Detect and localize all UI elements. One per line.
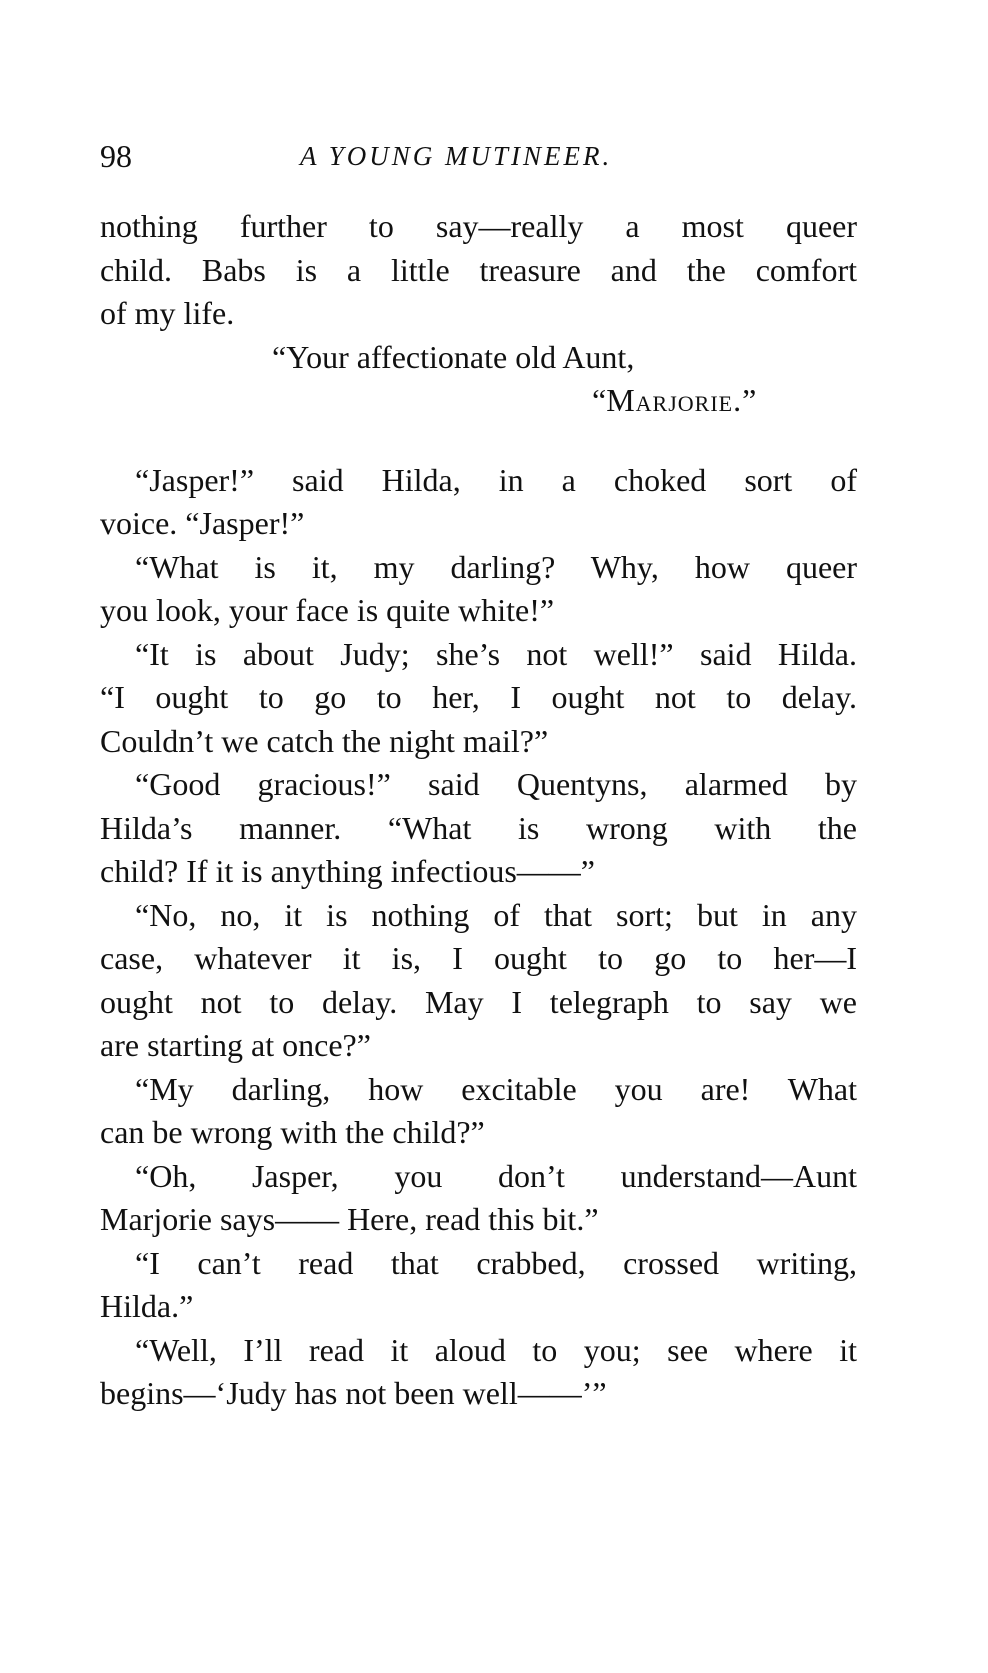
quote-close: ” <box>742 382 757 418</box>
letter-ending <box>100 205 857 336</box>
paragraph <box>100 546 857 633</box>
text-line: “Good gracious!” said Quentyns, alarmed by <box>135 766 857 802</box>
text-line: Hilda.” <box>100 1288 194 1324</box>
text-line: child. Babs is a little treasure and the comfort <box>100 251 857 288</box>
signature-name: Marjorie. <box>606 382 743 418</box>
text-line: “Jasper!” said Hilda, in a choked sort of <box>135 461 857 498</box>
paragraph <box>100 459 857 546</box>
running-head <box>100 134 860 178</box>
text-line: Hilda’s manner. “What is wrong with the <box>100 809 857 846</box>
text-line: begins—‘Judy has not been well——’” <box>100 1375 607 1411</box>
text-line: of my life. <box>100 295 235 331</box>
paragraph <box>100 633 857 764</box>
text-line: “No, no, it is nothing of that sort; but in any <box>135 896 857 933</box>
letter-signature <box>100 379 857 423</box>
paragraph <box>100 894 857 1068</box>
letter-closing: “Your affectionate old Aunt, <box>272 338 635 375</box>
paragraph <box>100 1329 857 1416</box>
text-line: ought not to delay. May I telegraph to say we <box>100 983 857 1020</box>
body-text <box>100 205 857 1416</box>
text-line: “My darling, how excitable you are! What <box>135 1070 857 1107</box>
text-line: Couldn’t we catch the night mail?” <box>100 722 549 759</box>
text-line: “I can’t read that crabbed, crossed writing, <box>135 1244 857 1281</box>
section-gap <box>100 423 857 459</box>
text-line: “I ought to go to her, I ought not to delay. <box>100 679 857 715</box>
text-line: “Oh, Jasper, you don’t understand—Aunt <box>135 1157 857 1194</box>
paragraph <box>100 1068 857 1155</box>
running-title: A YOUNG MUTINEER. <box>300 141 613 171</box>
text-line: voice. “Jasper!” <box>100 505 305 541</box>
text-line: “Well, I’ll read it aloud to you; see where it <box>135 1331 857 1368</box>
text-line: you look, your face is quite white!” <box>100 592 555 628</box>
text-line: are starting at once?” <box>100 1027 371 1063</box>
text-line: child? If it is anything infectious——” <box>100 853 595 889</box>
page-number: 98 <box>100 138 132 174</box>
paragraph <box>100 1155 857 1242</box>
text-line: “What is it, my darling? Why, how queer <box>135 548 857 585</box>
text-line: Marjorie says—— Here, read this bit.” <box>100 1201 599 1237</box>
text-line: can be wrong with the child?” <box>100 1114 485 1150</box>
text-line: nothing further to say—really a most queer <box>100 208 857 244</box>
paragraph <box>100 763 857 894</box>
quote-open: “ <box>592 382 607 418</box>
paragraph <box>100 1242 857 1329</box>
text-line: case, whatever it is, I ought to go to her—I <box>100 940 857 976</box>
text-line: “It is about Judy; she’s not well!” said Hilda. <box>135 635 857 672</box>
